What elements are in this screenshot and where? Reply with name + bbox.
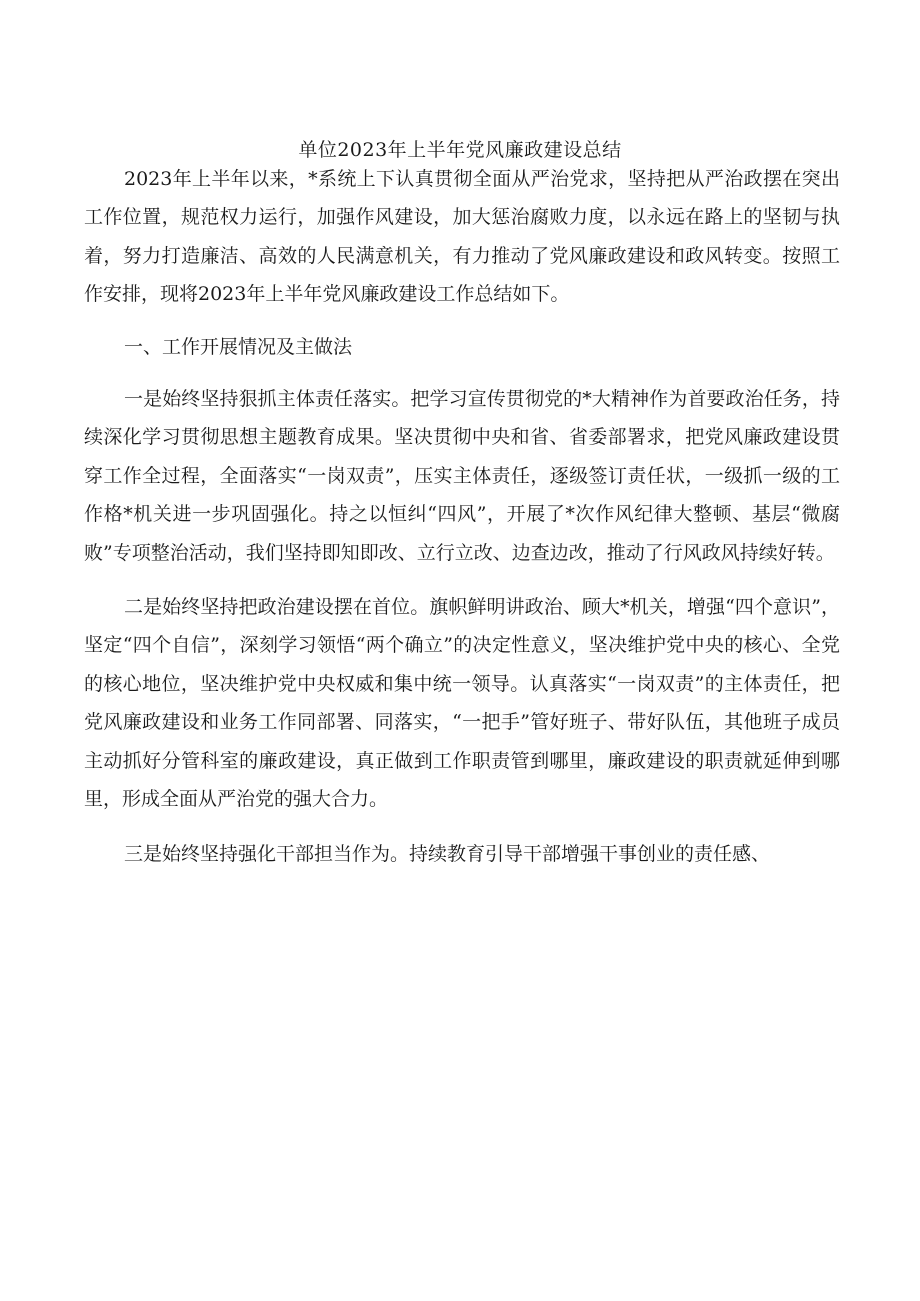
document-body <box>84 160 840 873</box>
intro-paragraph: 2023年上半年以来，*系统上下认真贯彻全面从严治党求，坚持把从严治政摆在突出工作位置，规范权力运行，加强作风建设，加大惩治腐败力度，以永远在路上的坚韧与执着，努力打造廉洁、高效的人民满意机关，有力推动了党风廉政建设和政风转变。按照工作安排，现将2023年上半年党风廉政建设工作总结如下。 <box>84 168 840 306</box>
section-heading: 一、工作开展情况及主做法 <box>124 335 353 358</box>
paragraph-2: 二是始终坚持把政治建设摆在首位。旗帜鲜明讲政治、顾大*机关，增强“四个意识”，坚定“四个自信”，深刻学习领悟“两个确立”的决定性意义，坚决维护党中央的核心、全党的核心地位，坚决维护党中央权威和集中统一领导。认真落实“一岗双责”的主体责任，把党风廉政建设和业务工作同部署、同落实，“一把手”管好班子、带好队伍，其他班子成员主动抓好分管科室的廉政建设，真正做到工作职责管到哪里，廉政建设的职责就延伸到哪里，形成全面从严治党的强大合力。 <box>84 596 840 811</box>
paragraph-3: 三是始终坚持强化干部担当作为。持续教育引导干部增强干事创业的责任感、 <box>124 842 771 865</box>
document-title: 单位2023年上半年党风廉政建设总结 <box>298 139 622 161</box>
paragraph-1: 一是始终坚持狠抓主体责任落实。把学习宣传贯彻党的*大精神作为首要政治任务，持续深化学习贯彻思想主题教育成果。坚决贯彻中央和省、省委部署求，把党风廉政建设贯穿工作全过程，全面落实“一岗双责”，压实主体责任，逐级签订责任状，一级抓一级的工作格*机关进一步巩固强化。持之以恒纠“四风”，开展了*次作风纪律大整顿、基层“微腐败”专项整治活动，我们坚持即知即改、立行立改、边查边改，推动了行风政风持续好转。 <box>84 388 840 564</box>
